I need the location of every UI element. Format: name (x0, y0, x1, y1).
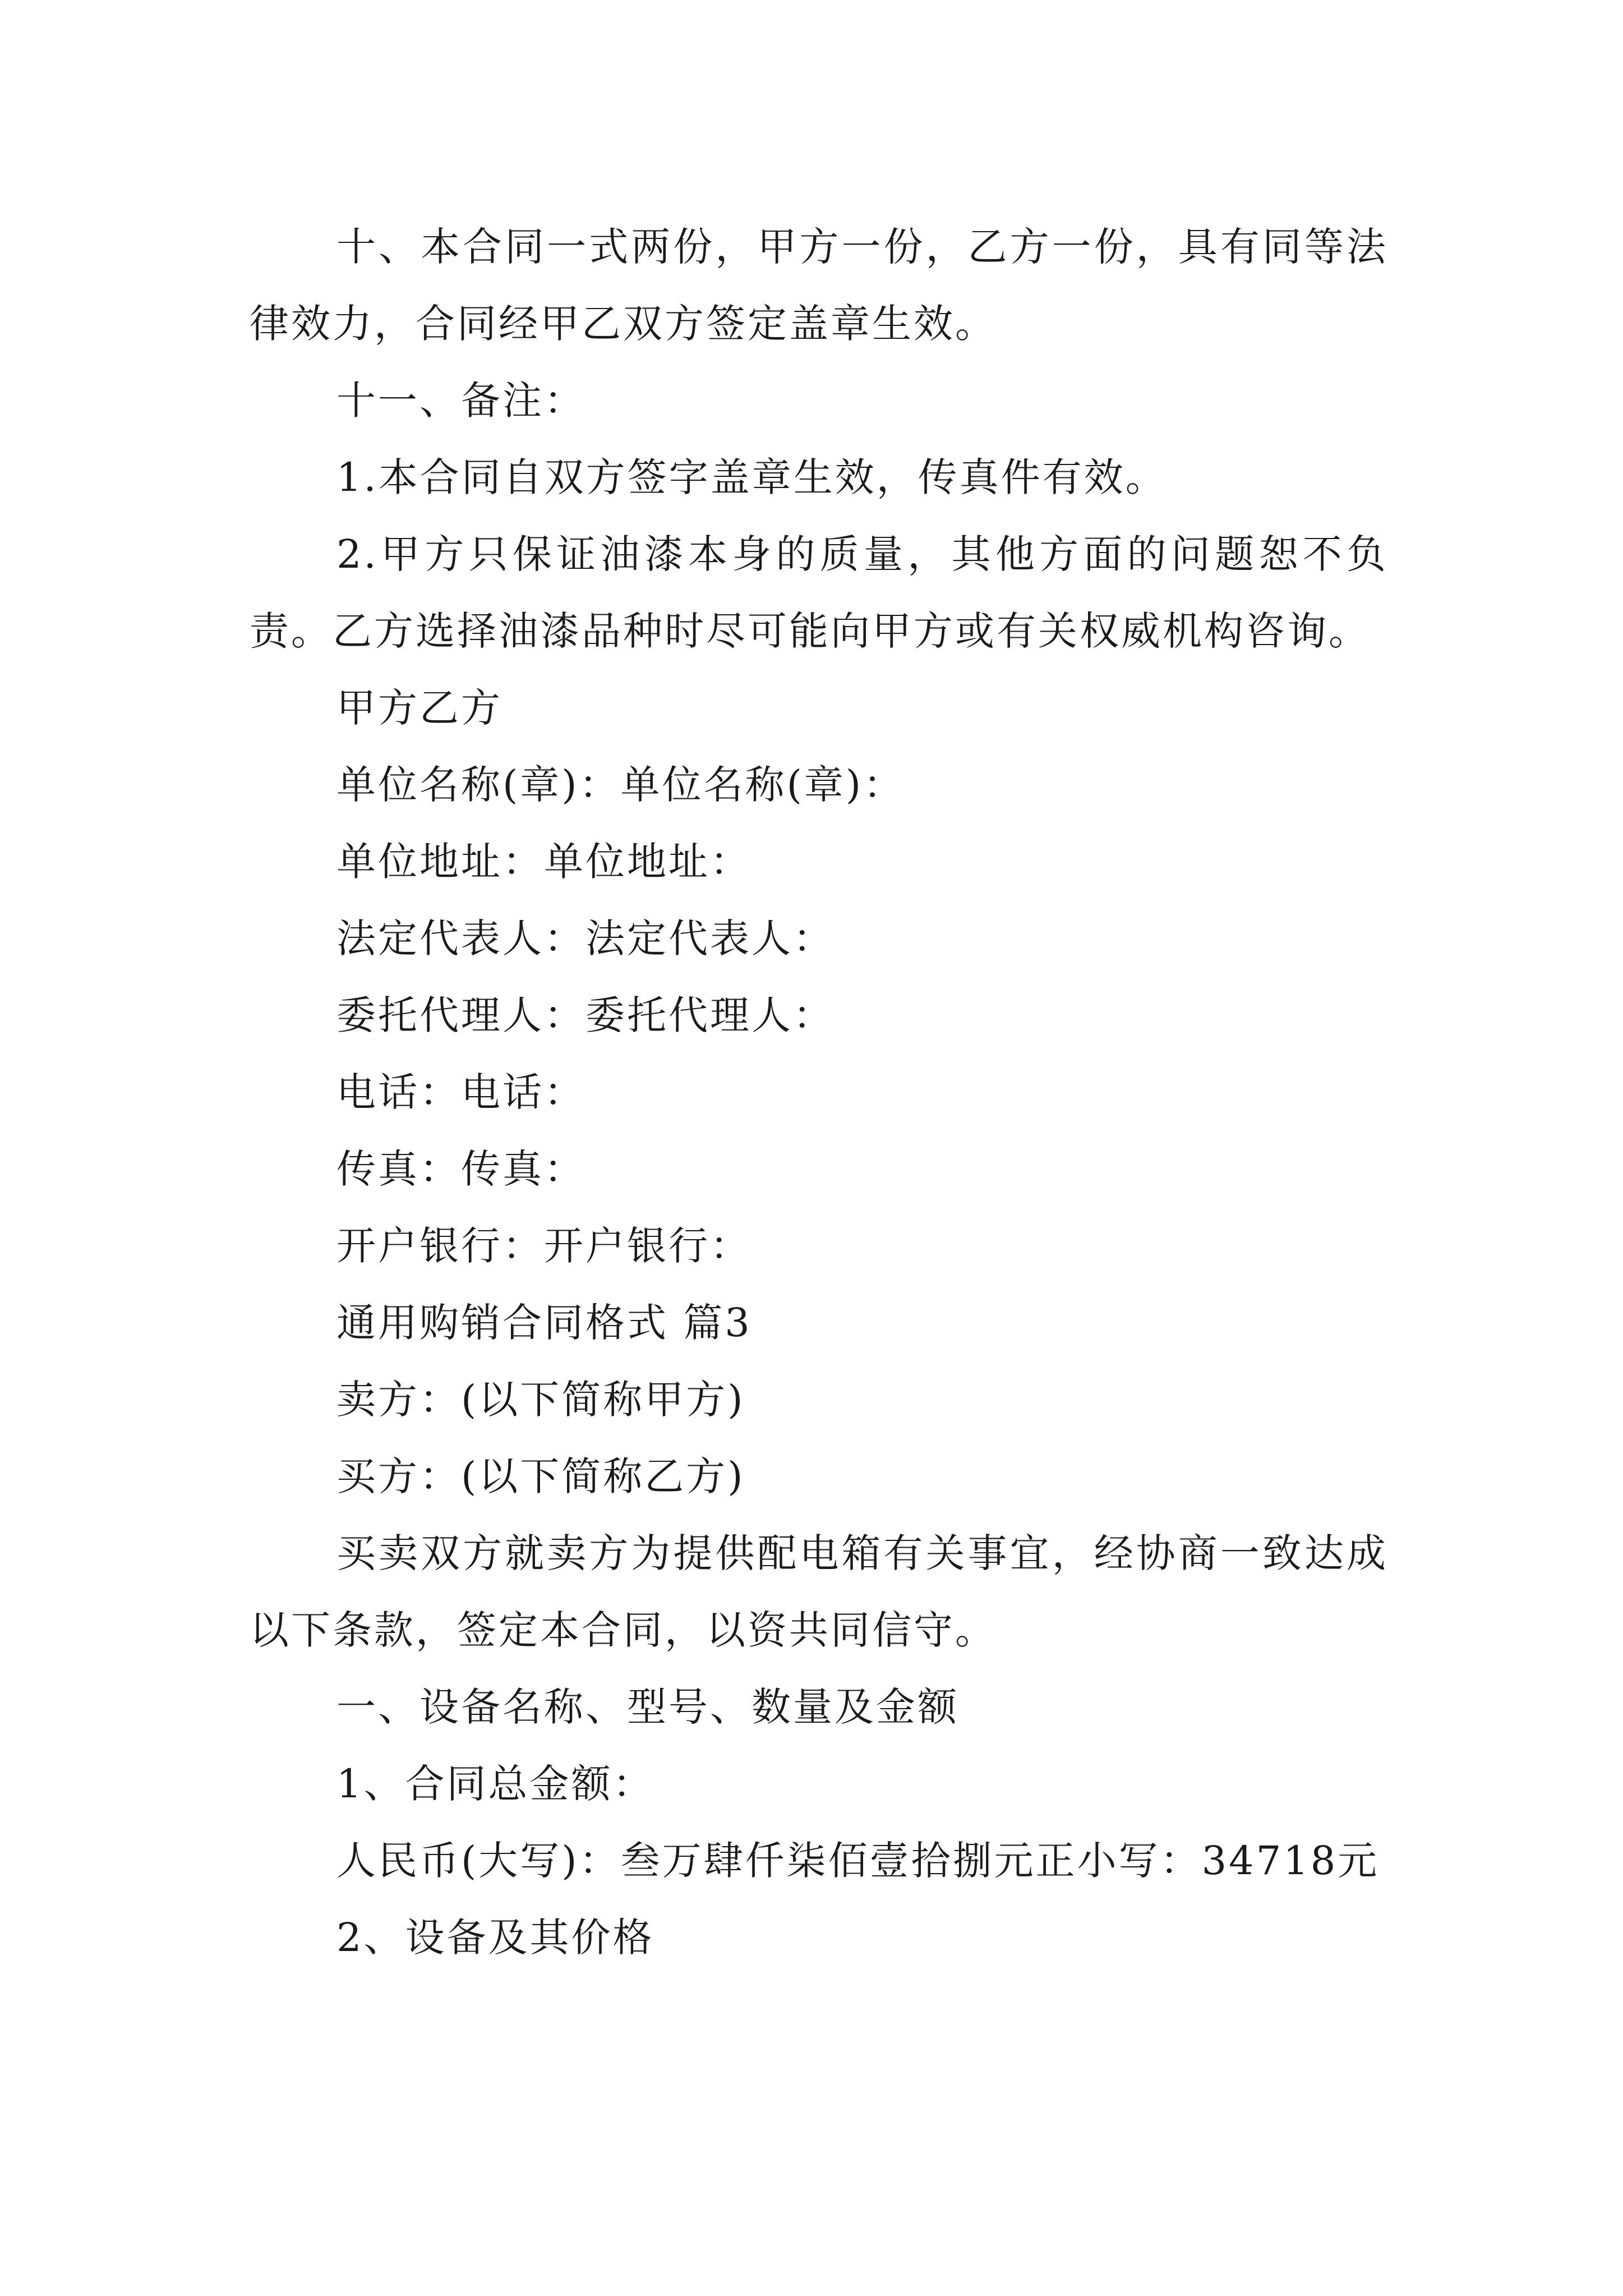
clause-one-heading: 一、设备名称、型号、数量及金额 (336, 1684, 959, 1730)
total-amount-value: 人民币(大写)：叁万肆仟柒佰壹拾捌元正小写：34718元 (336, 1838, 1380, 1884)
signature-unit-name: 单位名称(章)：单位名称(章)： (336, 762, 905, 808)
signature-legal-rep: 法定代表人：法定代表人： (336, 915, 834, 961)
signature-bank: 开户银行：开户银行： (336, 1223, 751, 1269)
section-heading-3: 通用购销合同格式 篇3 (336, 1300, 752, 1346)
document-body (250, 209, 1388, 1976)
buyer-line: 买方：(以下简称乙方) (336, 1453, 745, 1499)
clause-ten: 十、本合同一式两份，甲方一份，乙方一份，具有同等法律效力，合同经甲乙双方签定盖章生效。 (250, 224, 1388, 347)
signature-fax: 传真：传真： (336, 1146, 585, 1192)
contract-intro: 买卖双方就卖方为提供配电箱有关事宜，经协商一致达成以下条款，签定本合同，以资共同信守。 (250, 1530, 1388, 1653)
clause-eleven-heading: 十一、备注： (336, 378, 585, 424)
remark-item-2: 2.甲方只保证油漆本身的质量，其他方面的问题恕不负责。乙方选择油漆品种时尽可能向甲方或有关权威机构咨询。 (250, 531, 1388, 654)
signature-phone: 电话：电话： (336, 1069, 585, 1115)
signature-parties: 甲方乙方 (336, 685, 502, 731)
signature-agent: 委托代理人：委托代理人： (336, 992, 834, 1038)
remark-item-1: 1.本合同自双方签字盖章生效，传真件有效。 (336, 454, 1167, 500)
total-amount-heading: 1、合同总金额： (336, 1761, 654, 1807)
signature-unit-address: 单位地址：单位地址： (336, 839, 751, 885)
seller-line: 卖方：(以下简称甲方) (336, 1377, 745, 1423)
equipment-price-heading: 2、设备及其价格 (336, 1915, 654, 1961)
